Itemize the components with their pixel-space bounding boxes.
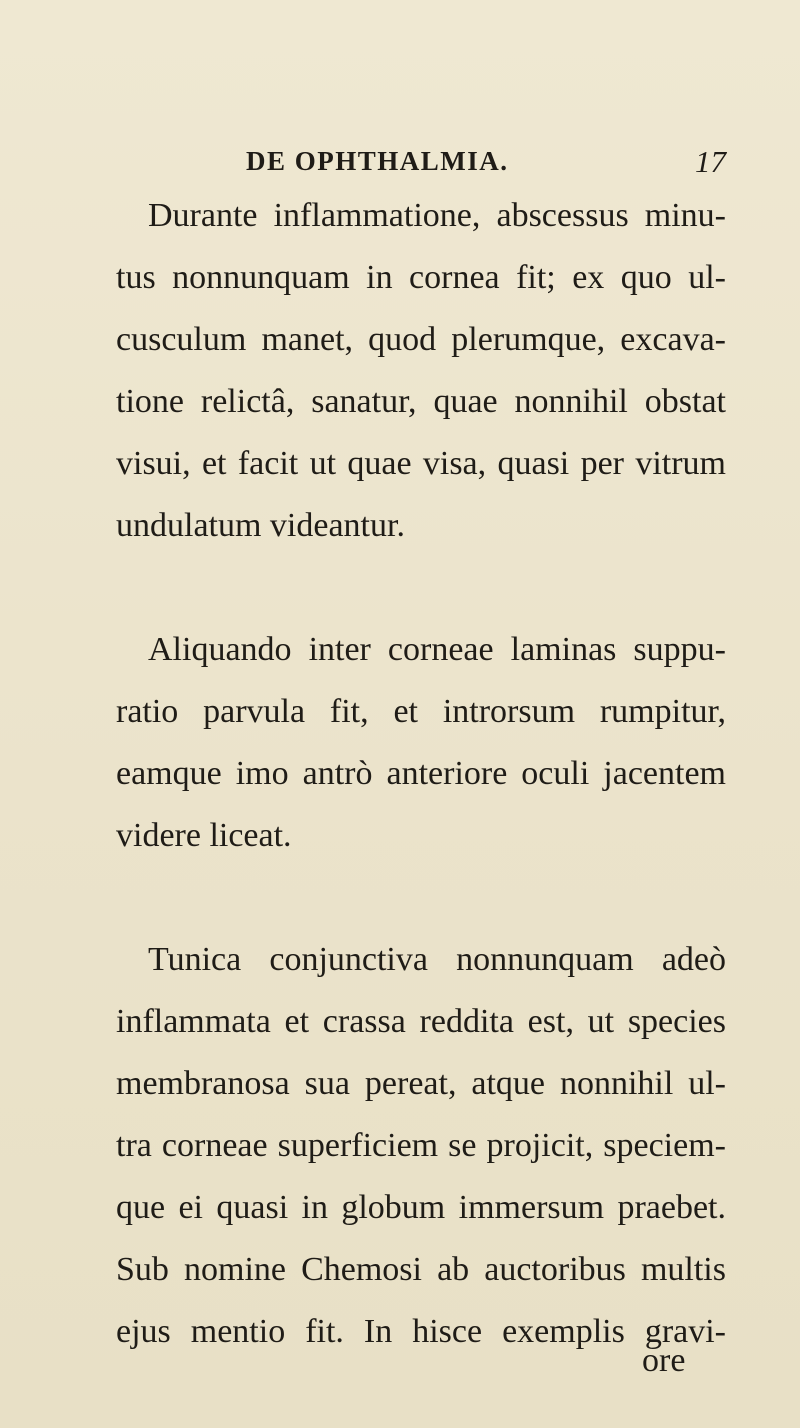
text-line: videre liceat.: [116, 817, 292, 854]
paragraph: [116, 929, 726, 1363]
text-line: que ei quasi in globum immersum praebet.: [116, 1189, 726, 1226]
text-line: inflammata et crassa reddita est, ut species: [116, 1003, 726, 1040]
body-text: [116, 185, 726, 1363]
paragraph: [116, 185, 726, 557]
text-line: membranosa sua pereat, atque nonnihil ul-: [116, 1065, 726, 1102]
text-line: ejus mentio fit. In hisce exemplis gravi-: [116, 1313, 726, 1350]
text-line: tra corneae superficiem se projicit, speciem-: [116, 1127, 726, 1164]
page-number: 17: [695, 144, 726, 179]
text-line: Aliquando inter corneae laminas suppu-: [148, 631, 726, 668]
running-head: DE OPHTHALMIA.: [246, 146, 509, 176]
catchword: ore: [642, 1342, 686, 1379]
text-line: eamque imo antrò anteriore oculi jacentem: [116, 755, 726, 792]
paragraph-gap: [116, 557, 726, 619]
paragraph-gap: [116, 867, 726, 929]
text-line: tus nonnunquam in cornea fit; ex quo ul-: [116, 259, 726, 296]
text-line: tione relictâ, sanatur, quae nonnihil obstat: [116, 383, 726, 420]
paragraph: [116, 619, 726, 867]
text-line: Durante inflammatione, abscessus minu-: [148, 197, 726, 234]
text-line: visui, et facit ut quae visa, quasi per vitrum: [116, 445, 726, 482]
page-header: [246, 146, 726, 186]
text-line: Tunica conjunctiva nonnunquam adeò: [148, 941, 726, 978]
text-line: ratio parvula fit, et introrsum rumpitur,: [116, 693, 726, 730]
text-line: Sub nomine Chemosi ab auctoribus multis: [116, 1251, 726, 1288]
text-line: cusculum manet, quod plerumque, excava-: [116, 321, 726, 358]
text-line: undulatum videantur.: [116, 507, 405, 544]
